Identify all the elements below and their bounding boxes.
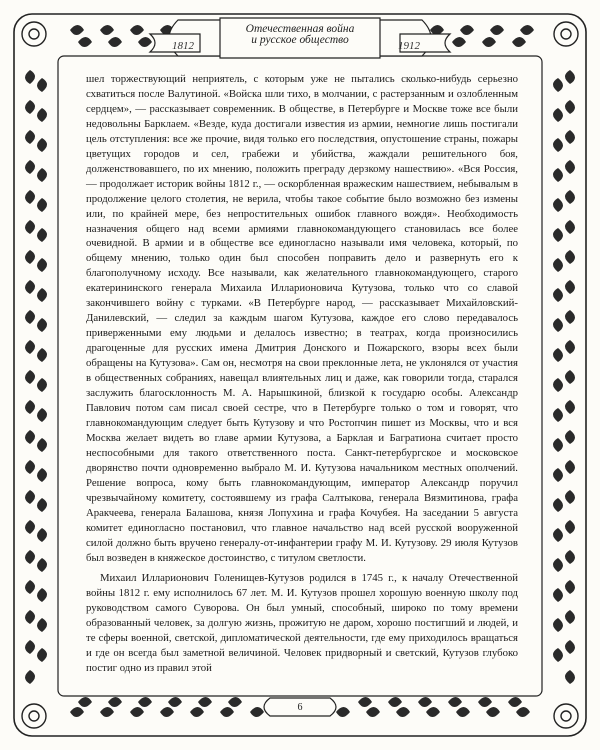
paragraph: шел торжествующий неприятель, с которым уже не пытались сколько-нибудь серьезно схватиться после Валутиной. «Войска шли тихо, в молчании, с растерзанным и озлобленным сердцем», — рассказывает современник. В обществе, в Петербурге и Москве тоже все были недовольны Барклаем. «Везде, куда достигали известия из армии, немногие лишь постигали цель отступления: все же прочие, видя только его последствия, опустошение страны, пожары цветущих городов и сел, грабежи и убийства, жаждали решительного боя, долженствовавшего, по их мнению, положить преграду дерзкому нашествию». «Вся Россия, — продолжает историк войны 1812 г., — оскорбленная вражеским нашествием, небывалым в продолжение целого столетия, не верила, чтобы такое событие было возможно без измены или, по крайней мере, без непростительных ошибок главного вождя». Необходимость назначения общего над всеми армиями главнокомандующего становилась все более очевидной. В армии и в обществе все единогласно называли имя человека, который, по общему мнению, только один был способен поправить дело и развернуть его к благополучному исходу. Все называли, как желательного главнокомандующего, старого екатерининского генерала Михаила Илларионовича Кутузова, только что со славой закончившего войну с турками. «В Петербурге народ, — рассказывает Михайловский-Данилевский, — следил за каждым шагом Кутузова, каждое его слово передавалось приверженными ему людьми и делалось известно; в театрах, когда произносились драгоценные для русских имена Дмитрия Донского и Пожарского, взоры всех были обращены на Кутузова». Сам он, несмотря на свои преклонные лета, не уклонялся от участия в общественных собраниях, навещал влиятельных лиц и даже, как говорили тогда, старался заслужить благосклонность М. А. Нарышкиной, близкой к государю особы. Александр Павлович потом сам писал своей сестре, что в Петербурге только о том и говорят, что главнокомандующим следует быть Кутузову и что Ростопчин пишет из Москвы, что и вся Москва желает видеть во главе армии Кутузова, а Барклая и Багратиона считает просто неспособными для такого ответственного поста. Санкт-петербургское и московское дворянство почти одновременно выбрало М. И. Кутузова начальником местных ополчений. Решение вопроса, кому быть главнокомандующим, император Александр поручил чрезвычайному комитету, состоявшему из графа Салтыкова, генерала Вязмитинова, графа Аракчеева, генерала Балашова, князя Лопухина и графа Кочубея. На заседании 5 августа комитет единогласно постановил, что главное начальство над всей русской вооруженной силой должно быть вручено генералу-от-инфантерии графу М. И. Кутузову. 29 июля Кутузов был возведен в княжеское достоинство, с титулом светлости.	[86, 73, 518, 564]
page-number: 6	[297, 702, 303, 713]
header-title-line2: и русское общество	[251, 34, 349, 46]
header-title-line1: Отечественная война	[245, 23, 355, 35]
header-title	[225, 24, 375, 46]
paragraph: Михаил Илларионович Голенищев-Кутузов родился в 1745 г., к началу Отечественной войны 1812 г. ему исполнилось 67 лет. М. И. Кутузов прошел хорошую военную школу под руководством самого Суворова. Он был умный, способный, широко по тому времени образованный человек, за долгую жизнь, прожитую не даром, хорошо постигший и людей, и те сферы военной, светской, дипломатической деятельности, где ему приходилось вращаться и где он всегда был заметной величиной. Человек придворный и светский, Кутузов глубоко постиг одно из правил этой	[86, 572, 518, 675]
year-start: 1812	[172, 40, 194, 52]
body-text	[86, 72, 518, 676]
header-cartouche	[225, 18, 375, 56]
year-end: 1912	[398, 40, 420, 52]
